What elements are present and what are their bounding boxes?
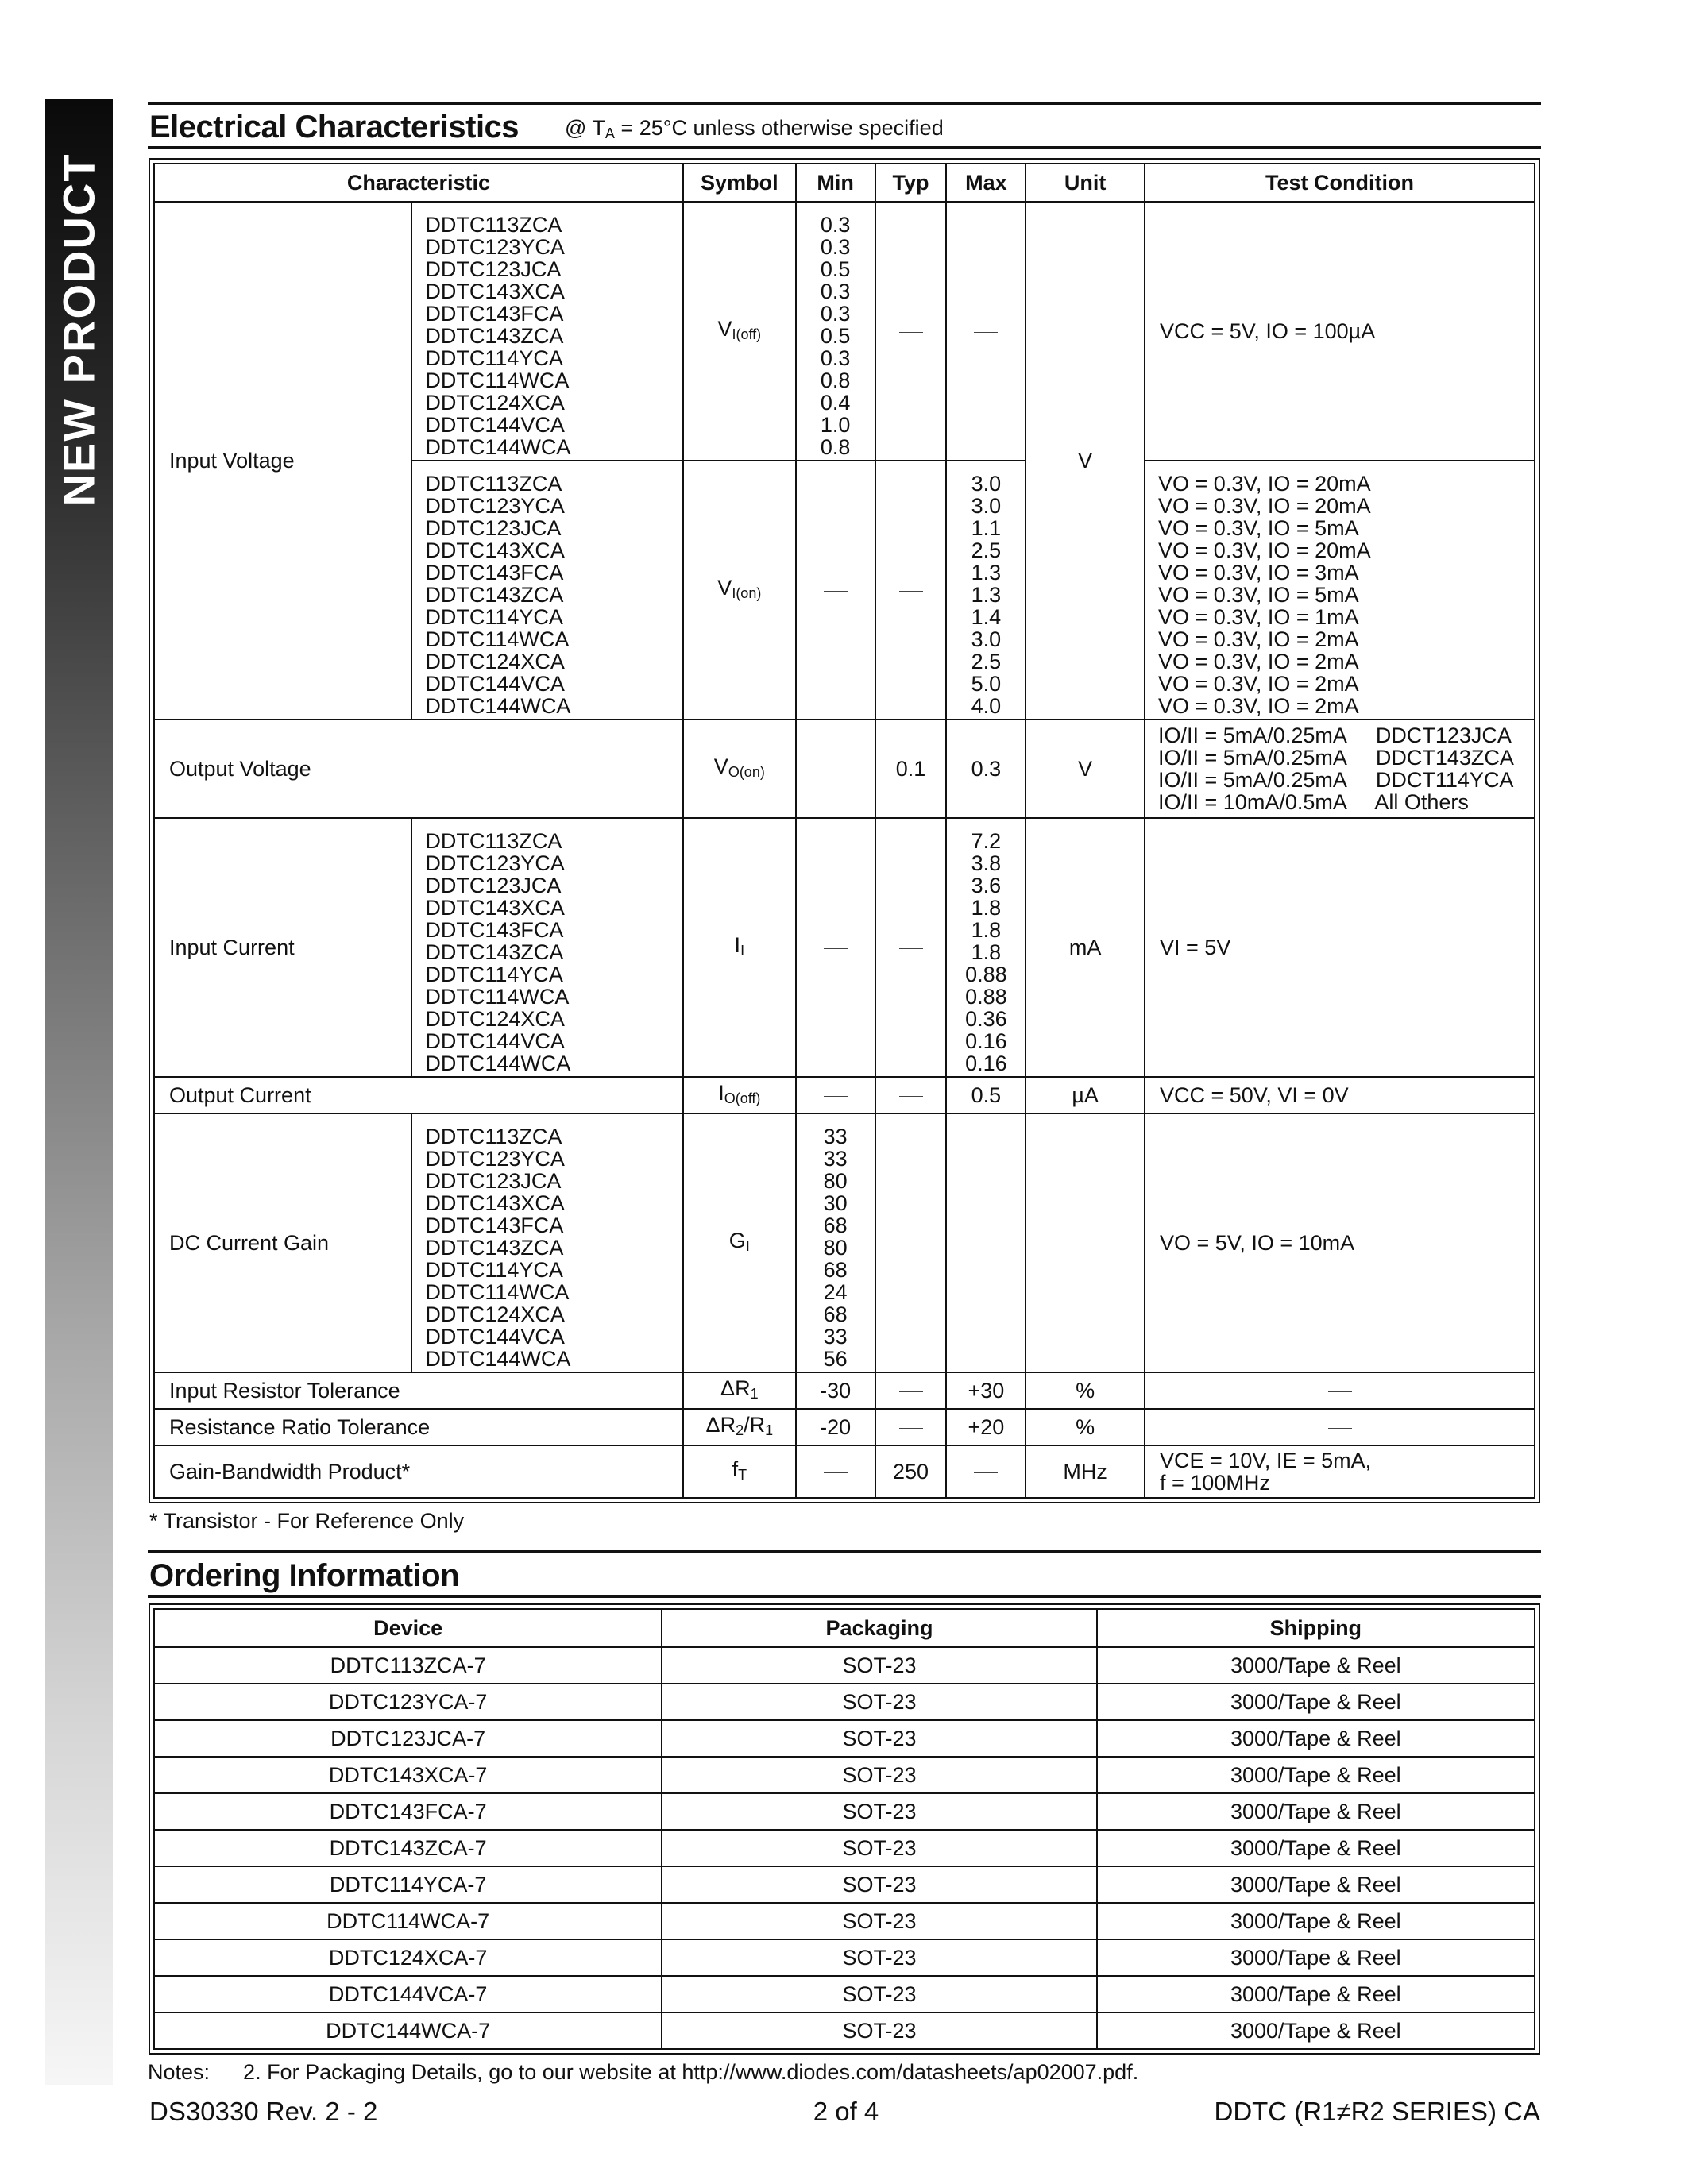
gain-bandwidth-typ: 250 — [875, 1445, 947, 1498]
input-resistor-tolerance-symbol: $\Delta R_1$ — [683, 1372, 796, 1409]
device-cell: DDTC143FCA-7 — [154, 1793, 662, 1830]
packaging-cell: SOT-23 — [662, 1720, 1096, 1757]
dash-cell — [946, 1113, 1026, 1372]
dash-cell — [1026, 1113, 1145, 1372]
dash-mark — [899, 1391, 923, 1392]
dash-cell — [796, 1077, 875, 1113]
table-row — [154, 1113, 1535, 1372]
packaging-cell: SOT-23 — [662, 1866, 1096, 1903]
dash-cell — [875, 818, 947, 1077]
header-packaging: Packaging — [662, 1609, 1096, 1647]
output-current-symbol: $I_{O(off)}$ — [683, 1077, 796, 1113]
dash-mark — [1328, 1428, 1352, 1429]
output-voltage-conditions: IO/II = 5mA/0.25mA DDCT123JCA IO/II = 5mA/0.25mA DDCT143ZCA IO/II = 5mA/0.25mA DDCT114YCA IO/II = 10mA/0.5mA All Others — [1145, 720, 1535, 818]
header-test-condition: Test Condition — [1145, 164, 1535, 202]
packaging-cell: SOT-23 — [662, 1793, 1096, 1830]
table-row — [154, 1077, 1535, 1113]
input-current-devices: DDTC113ZCA DDTC123YCA DDTC123JCA DDTC143XCA DDTC143FCA DDTC143ZCA DDTC114YCA DDTC114WCA DDTC124XCA DDTC144VCA DDTC144WCA — [411, 818, 683, 1077]
resistance-ratio-tolerance-label: Resistance Ratio Tolerance — [154, 1409, 683, 1445]
gain-bandwidth-label: Gain-Bandwidth Product* — [154, 1445, 683, 1498]
shipping-cell: 3000/Tape & Reel — [1097, 1720, 1535, 1757]
table-row — [154, 1939, 1535, 1976]
table-row — [154, 720, 1535, 818]
header-characteristic: Characteristic — [154, 164, 683, 202]
page-number: 2 of 4 — [813, 2097, 879, 2126]
input-current-label: Input Current — [154, 818, 411, 1077]
input-current-condition: VI = 5V — [1145, 818, 1535, 1077]
dash-mark — [1328, 1391, 1352, 1392]
output-current-unit: µA — [1026, 1077, 1145, 1113]
dash-cell — [946, 1445, 1026, 1498]
dash-cell — [875, 202, 947, 461]
table-row — [154, 1976, 1535, 2012]
gain-bandwidth-symbol: $f_T$ — [683, 1445, 796, 1498]
input-current-max: 7.2 3.8 3.6 1.8 1.8 1.8 0.88 0.88 0.36 0.16 0.16 — [946, 818, 1026, 1077]
packaging-cell: SOT-23 — [662, 1684, 1096, 1720]
dash-cell — [796, 1445, 875, 1498]
shipping-cell: 3000/Tape & Reel — [1097, 1830, 1535, 1866]
transistor-footnote: * Transistor - For Reference Only — [149, 1509, 465, 1533]
shipping-cell: 3000/Tape & Reel — [1097, 2012, 1535, 2049]
shipping-cell: 3000/Tape & Reel — [1097, 1903, 1535, 1939]
shipping-cell: 3000/Tape & Reel — [1097, 1793, 1535, 1830]
table-row — [154, 1684, 1535, 1720]
input-voltage-on-symbol: $V_{I(on)}$ — [683, 461, 796, 720]
new-product-label: NEW PRODUCT — [53, 152, 104, 507]
table-row — [154, 1757, 1535, 1793]
ordering-information-header — [148, 1550, 1541, 1598]
input-resistor-tolerance-label: Input Resistor Tolerance — [154, 1372, 683, 1409]
input-voltage-off-min: 0.3 0.3 0.5 0.3 0.3 0.5 0.3 0.8 0.4 1.0 0.8 — [796, 202, 875, 461]
dc-gain-min: 33 33 80 30 68 80 68 24 68 33 56 — [796, 1113, 875, 1372]
header-unit: Unit — [1026, 164, 1145, 202]
series-name: DDTC (R1≠R2 SERIES) CA — [1214, 2097, 1540, 2126]
shipping-cell: 3000/Tape & Reel — [1097, 1939, 1535, 1976]
output-voltage-max: 0.3 — [946, 720, 1026, 818]
dash-mark — [824, 591, 848, 592]
dash-cell — [875, 1409, 947, 1445]
dash-cell — [1145, 1372, 1535, 1409]
dash-mark — [899, 948, 923, 949]
resistance-ratio-tolerance-unit: % — [1026, 1409, 1145, 1445]
input-voltage-off-devices: DDTC113ZCA DDTC123YCA DDTC123JCA DDTC143XCA DDTC143FCA DDTC143ZCA DDTC114YCA DDTC114WCA DDTC124XCA DDTC144VCA DDTC144WCA — [411, 202, 683, 461]
dash-mark — [974, 1472, 998, 1473]
gain-bandwidth-unit: MHz — [1026, 1445, 1145, 1498]
dash-mark — [974, 332, 998, 333]
dash-mark — [899, 332, 923, 333]
packaging-note: 2. For Packaging Details, go to our website at http://www.diodes.com/datasheets/ap02007.pdf. — [243, 2060, 1139, 2084]
dc-gain-condition: VO = 5V, IO = 10mA — [1145, 1113, 1535, 1372]
shipping-cell: 3000/Tape & Reel — [1097, 1647, 1535, 1684]
output-current-label: Output Current — [154, 1077, 683, 1113]
ordering-information-title: Ordering Information — [149, 1558, 459, 1593]
dc-gain-devices: DDTC113ZCA DDTC123YCA DDTC123JCA DDTC143XCA DDTC143FCA DDTC143ZCA DDTC114YCA DDTC114WCA DDTC124XCA DDTC144VCA DDTC144WCA — [411, 1113, 683, 1372]
table-row — [154, 818, 1535, 1077]
electrical-characteristics-title: Electrical Characteristics — [149, 110, 520, 145]
ordering-header-row — [154, 1609, 1535, 1647]
notes-label: Notes: — [148, 2060, 211, 2084]
document-number: DS30330 Rev. 2 - 2 — [149, 2097, 378, 2126]
device-cell: DDTC144VCA-7 — [154, 1976, 662, 2012]
table-row — [154, 1409, 1535, 1445]
table-row — [154, 1903, 1535, 1939]
dash-mark — [899, 1428, 923, 1429]
shipping-cell: 3000/Tape & Reel — [1097, 1866, 1535, 1903]
table-header-row — [154, 164, 1535, 202]
input-voltage-label: Input Voltage — [154, 202, 411, 720]
table-row — [154, 1866, 1535, 1903]
packaging-cell: SOT-23 — [662, 1757, 1096, 1793]
header-max: Max — [946, 164, 1026, 202]
notes — [148, 2060, 1138, 2085]
dash-cell — [875, 1113, 947, 1372]
electrical-characteristics-header — [148, 102, 1541, 149]
device-cell: DDTC114YCA-7 — [154, 1866, 662, 1903]
ordering-table — [153, 1608, 1535, 2050]
output-current-max: 0.5 — [946, 1077, 1026, 1113]
output-voltage-label: Output Voltage — [154, 720, 683, 818]
device-cell: DDTC123JCA-7 — [154, 1720, 662, 1757]
dash-cell — [796, 720, 875, 818]
table-row — [154, 2012, 1535, 2049]
gain-bandwidth-condition: VCE = 10V, IE = 5mA, f = 100MHz — [1145, 1445, 1535, 1498]
table-row — [154, 1830, 1535, 1866]
dash-mark — [824, 1472, 848, 1473]
packaging-cell: SOT-23 — [662, 1903, 1096, 1939]
input-voltage-on-max: 3.0 3.0 1.1 2.5 1.3 1.3 1.4 3.0 2.5 5.0 4.0 — [946, 461, 1026, 720]
dash-mark — [824, 948, 848, 949]
packaging-cell: SOT-23 — [662, 1939, 1096, 1976]
packaging-cell: SOT-23 — [662, 1647, 1096, 1684]
dc-gain-label: DC Current Gain — [154, 1113, 411, 1372]
input-voltage-on-devices: DDTC113ZCA DDTC123YCA DDTC123JCA DDTC143XCA DDTC143FCA DDTC143ZCA DDTC114YCA DDTC114WCA DDTC124XCA DDTC144VCA DDTC144WCA — [411, 461, 683, 720]
device-cell: DDTC124XCA-7 — [154, 1939, 662, 1976]
device-cell: DDTC144WCA-7 — [154, 2012, 662, 2049]
header-min: Min — [796, 164, 875, 202]
input-resistor-tolerance-min: -30 — [796, 1372, 875, 1409]
dash-cell — [796, 818, 875, 1077]
dash-cell — [875, 1372, 947, 1409]
input-voltage-off-symbol: $V_{I(off)}$ — [683, 202, 796, 461]
dash-cell — [875, 1077, 947, 1113]
input-resistor-tolerance-unit: % — [1026, 1372, 1145, 1409]
dash-mark — [824, 1096, 848, 1097]
output-voltage-unit: V — [1026, 720, 1145, 818]
output-current-condition: VCC = 50V, VI = 0V — [1145, 1077, 1535, 1113]
electrical-characteristics-table — [153, 163, 1535, 1499]
table-row — [154, 1445, 1535, 1498]
device-cell: DDTC143ZCA-7 — [154, 1830, 662, 1866]
table-row — [154, 1793, 1535, 1830]
packaging-cell: SOT-23 — [662, 2012, 1096, 2049]
output-voltage-symbol: $V_{O(on)}$ — [683, 720, 796, 818]
header-shipping: Shipping — [1097, 1609, 1535, 1647]
resistance-ratio-tolerance-min: -20 — [796, 1409, 875, 1445]
packaging-cell: SOT-23 — [662, 1976, 1096, 2012]
input-current-unit: mA — [1026, 818, 1145, 1077]
dc-gain-symbol: $G_I$ — [683, 1113, 796, 1372]
header-device: Device — [154, 1609, 662, 1647]
input-voltage-on-conditions: VO = 0.3V, IO = 20mA VO = 0.3V, IO = 20mA VO = 0.3V, IO = 5mA VO = 0.3V, IO = 20mA VO = 0.3V, IO = 3mA VO = 0.3V, IO = 5mA VO = 0.3V, IO = 1mA VO = 0.3V, IO = 2mA VO = 0.3V, IO = 2mA VO = 0.3V, IO = 2mA VO = 0.3V, IO = 2mA — [1145, 461, 1535, 720]
packaging-cell: SOT-23 — [662, 1830, 1096, 1866]
dash-mark — [899, 591, 923, 592]
dash-mark — [899, 1096, 923, 1097]
output-voltage-typ: 0.1 — [875, 720, 947, 818]
input-voltage-unit: V — [1026, 202, 1145, 720]
dash-cell — [796, 461, 875, 720]
table-row — [154, 1372, 1535, 1409]
device-cell: DDTC123YCA-7 — [154, 1684, 662, 1720]
table-row — [154, 1720, 1535, 1757]
header-typ: Typ — [875, 164, 947, 202]
table-row — [154, 202, 1535, 461]
shipping-cell: 3000/Tape & Reel — [1097, 1976, 1535, 2012]
table-row — [154, 1647, 1535, 1684]
device-cell: DDTC143XCA-7 — [154, 1757, 662, 1793]
device-cell: DDTC113ZCA-7 — [154, 1647, 662, 1684]
shipping-cell: 3000/Tape & Reel — [1097, 1757, 1535, 1793]
header-symbol: Symbol — [683, 164, 796, 202]
dash-cell — [1145, 1409, 1535, 1445]
shipping-cell: 3000/Tape & Reel — [1097, 1684, 1535, 1720]
device-cell: DDTC114WCA-7 — [154, 1903, 662, 1939]
input-voltage-off-condition: VCC = 5V, IO = 100µA — [1145, 202, 1535, 461]
dash-cell — [875, 461, 947, 720]
temperature-condition: @ $T_A = 25^\circ C$ unless otherwise specified — [565, 116, 944, 141]
input-resistor-tolerance-max: +30 — [946, 1372, 1026, 1409]
input-current-symbol: $I_I$ — [683, 818, 796, 1077]
dash-cell — [946, 202, 1026, 461]
resistance-ratio-tolerance-max: +20 — [946, 1409, 1026, 1445]
resistance-ratio-tolerance-symbol: $\Delta R_2/R_1$ — [683, 1409, 796, 1445]
